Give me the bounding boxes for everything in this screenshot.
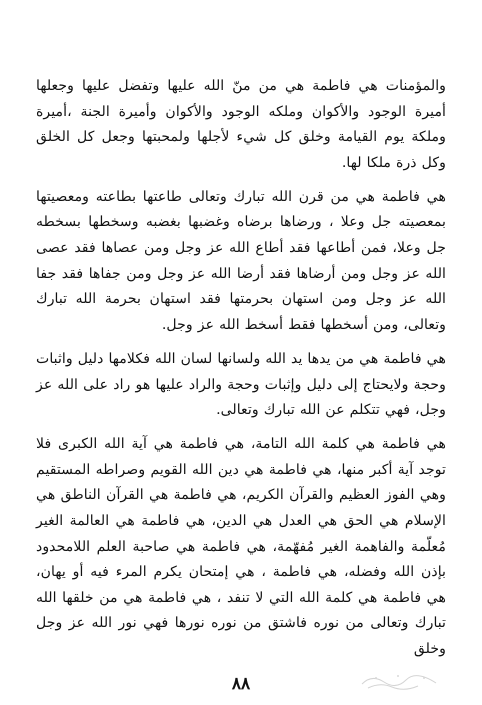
paragraph-1: والمؤمنات هي فاطمة هي من منّ الله عليها وتفضل عليها وجعلها أميرة الوجود والأكوان وملكه الوجود والأكوان وأميرة الجنة ،أميرة وملكة يوم القيامة وخلق كل شيء لأجلها ولمحبتها وجعل كل الخلق وكل ذرة ملكا لها. xyxy=(36,78,446,171)
paragraph-4: هي فاطمة هي كلمة الله التامة، هي فاطمة هي آية الله الكبرى فلا توجد آية أكبر منها، هي فاطمة هي دين الله القويم وصراطه المستقيم وهي الفوز العظيم والقرآن الكريم، هي فاطمة هي القرآن الناطق هي الإسلام هي الحق هي العدل هي الدين، هي فاطمة هي العالمة الغير مُعلّمة والفاهمة الغير مُفهّمة، هي فاطمة هي صاحبة العلم اللامحدود بإذن الله وفضله، هي فاطمة ، هي إمتحان يكرم المرء فيه أو يهان، هي فاطمة هي كلمة الله التي لا تنفد ، هي فاطمة هي من خلقها الله تبارك وتعالى من نوره فاشتق من نوره نورها فهي نور الله عز وجل وخلق xyxy=(36,436,446,657)
paragraph-3: هي فاطمة هي من يدها يد الله ولسانها لسان الله فكلامها دليل واثبات وحجة ولايحتاج إلى دليل وإثبات وحجة والراد عليها هو راد على الله عز وجل، فهي تتكلم عن الله تبارك وتعالى. xyxy=(36,350,446,419)
body-text xyxy=(36,74,446,663)
faint-stamp-icon xyxy=(358,670,442,692)
paragraph-2: هي فاطمة هي من قرن الله تبارك وتعالى طاعتها بطاعته ومعصيتها بمعصيته جل وعلا ، ورضاها برضاه وغضبها بغضبه وسخطها بسخطه جل وعلا، فمن أطاعها فقد أطاع الله عز وجل ومن عصاها فقد عصى الله عز وجل ومن أرضاها فقد أرضا الله عز وجل ومن جفاها فقد جفا الله عز وجل ومن استهان بحرمتها فقد استهان بحرمة الله تبارك وتعالى، ومن أسخطها فقط أسخط الله عز وجل. xyxy=(36,188,446,333)
page-number: ٨٨ xyxy=(231,674,251,694)
